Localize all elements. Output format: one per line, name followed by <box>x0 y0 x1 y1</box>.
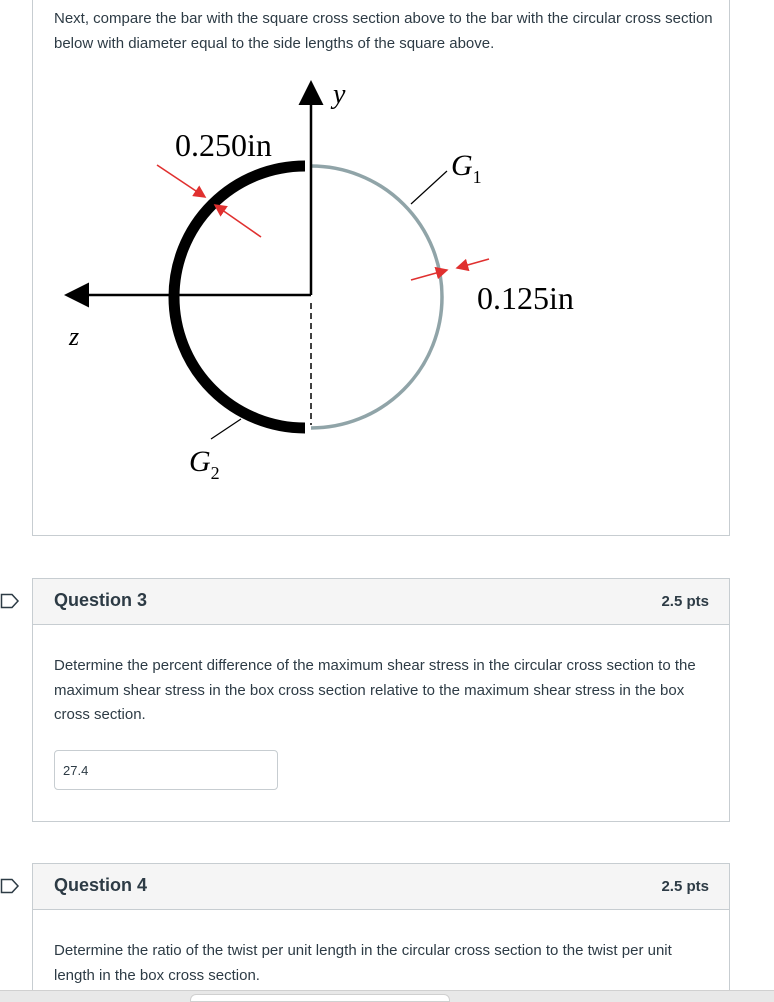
question-3-text: Determine the percent difference of the maximum shear stress in the circular cross section to the maximum shear stress in the box cross section relative to the maximum shear stress in the box cross section. <box>54 657 696 723</box>
z-axis-label: z <box>69 322 80 351</box>
thickness-label: 0.250in <box>175 127 272 163</box>
question-3-header <box>33 579 729 625</box>
question-4-points: 2.5 pts <box>661 878 709 895</box>
g1-label: $G_1$ <box>451 149 482 187</box>
bottom-tab[interactable] <box>190 994 450 1002</box>
flag-question-icon[interactable] <box>0 878 20 894</box>
radius-label: 0.125in <box>477 280 574 316</box>
question-3-title: Question 3 <box>54 590 148 610</box>
question-3-points: 2.5 pts <box>661 593 709 610</box>
thick-wall-arc <box>174 166 305 428</box>
previous-question-text: Next, compare the bar with the square cross section above to the bar with the circular cross section below with diameter equal to the side lengths of the square above. <box>54 10 713 52</box>
radius-arrow-right <box>457 259 489 268</box>
thickness-arrow-inner <box>215 205 261 237</box>
g2-label: $G_2$ <box>189 445 220 483</box>
thickness-arrow-outer <box>157 165 205 197</box>
question-3 <box>32 578 730 822</box>
y-axis-label: y <box>333 79 346 110</box>
question-4-header <box>33 864 729 910</box>
question-4 <box>32 863 730 1002</box>
question-4-text: Determine the ratio of the twist per unit length in the circular cross section to the twist per unit length in the box cross section. <box>54 942 672 984</box>
thin-wall-arc <box>311 166 442 428</box>
question-4-title: Question 4 <box>54 875 148 895</box>
cross-section-figure <box>33 73 729 533</box>
flag-question-icon[interactable] <box>0 593 20 609</box>
previous-question-body <box>32 0 730 536</box>
question-3-answer-input[interactable] <box>54 750 278 790</box>
